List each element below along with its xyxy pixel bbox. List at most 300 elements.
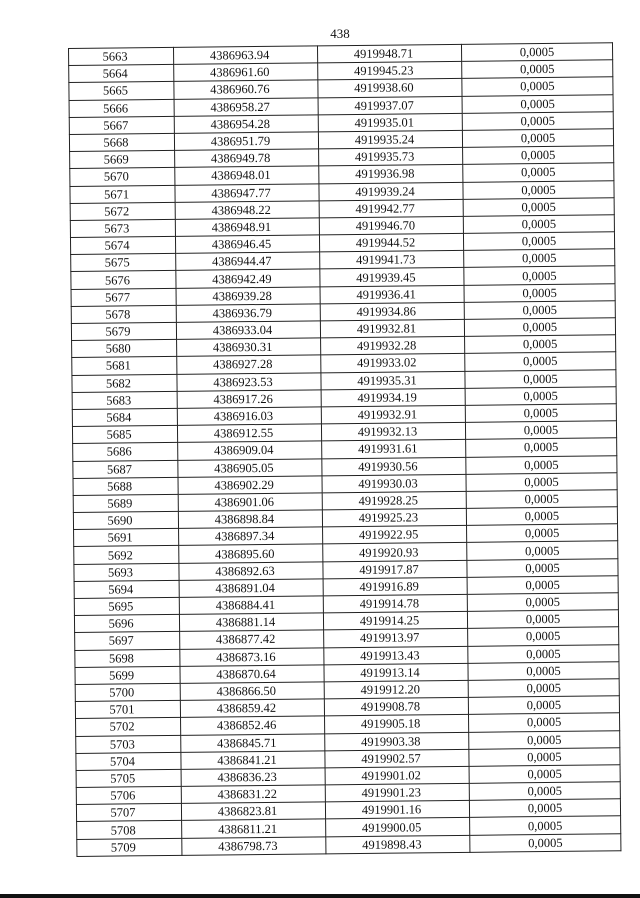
x-coordinate-cell <box>180 699 324 718</box>
y-coordinate-cell <box>319 165 463 184</box>
y-coordinate-cell <box>323 526 467 545</box>
y-coordinate-text: 4919946.70 <box>355 218 416 233</box>
point-number-cell <box>71 305 176 323</box>
x-coordinate-cell <box>179 544 323 563</box>
x-coordinate-cell <box>178 476 322 495</box>
x-coordinate-cell <box>181 802 325 821</box>
x-coordinate-cell <box>174 80 318 99</box>
x-coordinate-cell <box>181 751 325 770</box>
point-number-text: 5693 <box>107 565 134 580</box>
x-coordinate-text: 4386836.23 <box>217 769 277 785</box>
x-coordinate-text: 4386905.05 <box>214 460 274 476</box>
point-number-text: 5669 <box>103 152 129 167</box>
y-coordinate-cell <box>325 783 469 802</box>
point-number-cell <box>70 202 175 220</box>
point-number-text: 5703 <box>109 736 135 752</box>
point-number-text: 5681 <box>105 358 131 374</box>
point-number-text: 5684 <box>106 410 132 425</box>
error-cell <box>469 765 620 784</box>
x-coordinate-text: 4386811.21 <box>218 821 278 837</box>
point-number-cell <box>72 374 177 392</box>
x-coordinate-text: 4386912.55 <box>213 426 274 441</box>
point-number-text: 5683 <box>106 393 132 408</box>
error-text: 0,0005 <box>525 543 560 558</box>
y-coordinate-text: 4919931.61 <box>357 441 418 457</box>
point-number-cell <box>72 408 177 426</box>
x-coordinate-text: 4386873.16 <box>216 649 276 665</box>
x-coordinate-cell <box>181 733 325 752</box>
x-coordinate-cell <box>177 355 321 374</box>
y-coordinate-cell <box>318 62 462 81</box>
y-coordinate-text: 4919902.57 <box>361 751 421 766</box>
x-coordinate-cell <box>176 286 320 305</box>
x-coordinate-text: 4386898.84 <box>214 512 275 527</box>
error-cell <box>465 335 616 354</box>
x-coordinate-text: 4386870.64 <box>216 666 276 682</box>
error-text: 0,0005 <box>520 79 555 94</box>
point-number-cell <box>70 185 175 203</box>
error-cell <box>467 558 618 577</box>
point-number-text: 5677 <box>105 290 131 305</box>
point-number-text: 5664 <box>102 66 128 81</box>
x-coordinate-text: 4386948.01 <box>211 168 271 183</box>
y-coordinate-text: 4919937.07 <box>354 98 414 113</box>
y-coordinate-text: 4919903.38 <box>361 733 421 749</box>
y-coordinate-cell <box>325 749 469 768</box>
x-coordinate-cell <box>177 424 321 443</box>
x-coordinate-text: 4386902.29 <box>214 477 274 493</box>
x-coordinate-text: 4386942.49 <box>212 271 272 287</box>
error-cell <box>466 472 617 491</box>
point-number-cell <box>76 718 181 736</box>
y-coordinate-cell <box>324 697 468 716</box>
error-cell <box>465 369 616 388</box>
error-text: 0,0005 <box>519 45 555 60</box>
point-number-cell <box>77 821 182 839</box>
y-coordinate-text: 4919944.52 <box>355 235 416 251</box>
x-coordinate-cell <box>177 390 321 409</box>
error-cell <box>469 782 620 801</box>
error-text: 0,0005 <box>521 199 556 215</box>
y-coordinate-cell <box>320 268 464 287</box>
y-coordinate-cell <box>322 440 466 459</box>
error-cell <box>465 404 616 423</box>
point-number-text: 5679 <box>105 324 131 339</box>
y-coordinate-cell <box>320 285 464 304</box>
error-text: 0,0005 <box>523 440 559 455</box>
y-coordinate-cell <box>319 199 463 218</box>
y-coordinate-cell <box>321 371 465 390</box>
page-number: 438 <box>330 26 350 41</box>
point-number-cell <box>73 494 178 512</box>
error-text: 0,0005 <box>524 491 560 507</box>
error-cell <box>469 713 620 732</box>
error-cell <box>463 215 614 234</box>
error-cell <box>468 644 619 663</box>
y-coordinate-text: 4919936.41 <box>356 287 416 302</box>
error-cell <box>466 507 617 526</box>
error-cell <box>467 541 618 560</box>
point-number-text: 5706 <box>110 788 136 803</box>
point-number-text: 5690 <box>107 513 133 528</box>
point-number-cell <box>72 357 177 375</box>
x-coordinate-cell <box>173 46 317 65</box>
x-coordinate-cell <box>179 579 323 598</box>
y-coordinate-text: 4919905.18 <box>360 716 421 732</box>
x-coordinate-cell <box>176 304 320 323</box>
error-cell <box>462 129 613 148</box>
x-coordinate-text: 4386859.42 <box>216 701 277 716</box>
point-number-text: 5667 <box>103 118 129 133</box>
x-coordinate-cell <box>180 682 324 701</box>
y-coordinate-text: 4919932.91 <box>357 407 418 423</box>
error-cell <box>464 266 615 285</box>
y-coordinate-text: 4919932.28 <box>356 338 417 354</box>
y-coordinate-cell <box>325 715 469 734</box>
error-text: 0,0005 <box>527 732 562 747</box>
error-text: 0,0005 <box>525 629 561 644</box>
y-coordinate-text: 4919912.20 <box>360 682 420 698</box>
error-cell <box>467 576 618 595</box>
error-text: 0,0005 <box>527 784 563 799</box>
x-coordinate-text: 4386951.79 <box>210 133 271 149</box>
y-coordinate-text: 4919925.23 <box>358 510 419 526</box>
x-coordinate-text: 4386948.22 <box>211 202 271 218</box>
y-coordinate-text: 4919900.05 <box>361 819 422 835</box>
error-text: 0,0005 <box>522 285 557 300</box>
y-coordinate-cell <box>324 663 468 682</box>
x-coordinate-text: 4386946.45 <box>211 237 272 252</box>
y-coordinate-text: 4919913.97 <box>359 630 420 646</box>
x-coordinate-text: 4386961.60 <box>210 65 270 80</box>
error-cell <box>468 696 619 715</box>
error-text: 0,0005 <box>526 698 562 713</box>
error-cell <box>470 833 621 852</box>
error-cell <box>467 524 618 543</box>
error-text: 0,0005 <box>523 371 558 386</box>
error-cell <box>465 421 616 440</box>
y-coordinate-cell <box>317 44 461 63</box>
scan-bottom-edge <box>0 894 640 898</box>
point-number-text: 5682 <box>105 376 132 391</box>
error-text: 0,0005 <box>521 234 557 249</box>
y-coordinate-cell <box>321 422 465 441</box>
point-number-text: 5668 <box>103 135 129 150</box>
error-text: 0,0005 <box>521 165 556 180</box>
x-coordinate-text: 4386958.27 <box>210 99 270 115</box>
y-coordinate-text: 4919936.98 <box>355 166 415 182</box>
x-coordinate-text: 4386866.50 <box>216 683 277 699</box>
point-number-text: 5696 <box>108 616 134 631</box>
y-coordinate-text: 4919908.78 <box>360 699 421 715</box>
y-coordinate-cell <box>319 147 463 166</box>
error-cell <box>465 387 616 406</box>
x-coordinate-text: 4386823.81 <box>217 804 278 819</box>
x-coordinate-cell <box>174 132 318 151</box>
error-text: 0,0005 <box>521 216 557 232</box>
y-coordinate-cell <box>319 182 463 201</box>
y-coordinate-cell <box>320 302 464 321</box>
x-coordinate-cell <box>174 97 318 116</box>
x-coordinate-text: 4386841.21 <box>217 752 277 768</box>
x-coordinate-text: 4386895.60 <box>215 546 275 562</box>
point-number-text: 5700 <box>109 685 135 700</box>
error-cell <box>469 799 620 818</box>
y-coordinate-cell <box>318 96 462 115</box>
y-coordinate-cell <box>324 680 468 699</box>
y-coordinate-cell <box>324 646 468 665</box>
point-number-cell <box>74 597 179 615</box>
point-number-text: 5704 <box>109 754 136 769</box>
y-coordinate-text: 4919932.13 <box>357 424 418 440</box>
error-cell <box>464 301 615 320</box>
y-coordinate-text: 4919901.16 <box>361 802 422 818</box>
x-coordinate-text: 4386881.14 <box>215 615 276 630</box>
y-coordinate-cell <box>325 801 469 820</box>
y-coordinate-cell <box>321 405 465 424</box>
error-text: 0,0005 <box>522 302 558 318</box>
point-number-cell <box>75 632 180 650</box>
coordinates-table <box>68 42 621 856</box>
x-coordinate-text: 4386891.04 <box>215 580 275 596</box>
error-cell <box>468 679 619 698</box>
error-text: 0,0005 <box>521 251 557 266</box>
error-text: 0,0005 <box>527 801 563 816</box>
error-text: 0,0005 <box>526 663 561 679</box>
point-number-text: 5676 <box>104 272 131 288</box>
point-number-cell <box>70 168 175 186</box>
point-number-text: 5680 <box>105 341 131 356</box>
point-number-cell <box>74 529 179 547</box>
y-coordinate-text: 4919916.89 <box>359 579 419 594</box>
y-coordinate-text: 4919934.19 <box>357 390 417 405</box>
x-coordinate-cell <box>181 768 325 787</box>
x-coordinate-cell <box>176 321 320 340</box>
point-number-cell <box>76 804 181 822</box>
error-text: 0,0005 <box>523 388 558 404</box>
point-number-cell <box>77 838 182 856</box>
error-cell <box>463 146 614 165</box>
y-coordinate-cell <box>323 594 467 613</box>
x-coordinate-cell <box>174 63 318 82</box>
y-coordinate-text: 4919914.25 <box>359 613 420 629</box>
x-coordinate-cell <box>181 716 325 735</box>
error-text: 0,0005 <box>523 405 559 421</box>
point-number-cell <box>69 116 174 134</box>
y-coordinate-text: 4919935.01 <box>354 115 415 130</box>
error-text: 0,0005 <box>519 62 555 77</box>
x-coordinate-text: 4386852.46 <box>216 718 277 733</box>
x-coordinate-text: 4386877.42 <box>215 632 276 647</box>
point-number-cell <box>74 563 179 581</box>
point-number-text: 5708 <box>110 822 136 838</box>
error-text: 0,0005 <box>522 319 558 335</box>
y-coordinate-cell <box>322 474 466 493</box>
error-cell <box>468 627 619 646</box>
error-text: 0,0005 <box>525 594 561 610</box>
error-cell <box>467 593 618 612</box>
point-number-cell <box>75 666 180 684</box>
x-coordinate-text: 4386897.34 <box>214 529 275 544</box>
error-text: 0,0005 <box>525 577 560 593</box>
error-cell <box>463 232 614 251</box>
x-coordinate-cell <box>180 647 324 666</box>
point-number-cell <box>76 769 181 787</box>
point-number-cell <box>75 683 180 701</box>
point-number-cell <box>71 322 176 340</box>
point-number-cell <box>73 477 178 495</box>
y-coordinate-text: 4919935.31 <box>357 373 417 388</box>
point-number-text: 5670 <box>103 169 129 185</box>
point-number-text: 5702 <box>109 719 135 735</box>
y-coordinate-text: 4919948.71 <box>353 46 414 62</box>
point-number-cell <box>69 99 174 117</box>
x-coordinate-cell <box>178 441 322 460</box>
point-number-cell <box>72 425 177 443</box>
point-number-cell <box>75 700 180 718</box>
point-number-text: 5671 <box>103 186 130 202</box>
error-text: 0,0005 <box>524 526 560 541</box>
x-coordinate-cell <box>175 149 319 168</box>
point-number-text: 5709 <box>110 840 136 855</box>
x-coordinate-text: 4386927.28 <box>213 357 273 372</box>
y-coordinate-cell <box>322 491 466 510</box>
point-number-cell <box>74 615 179 633</box>
x-coordinate-cell <box>177 407 321 426</box>
x-coordinate-cell <box>177 372 321 391</box>
error-text: 0,0005 <box>526 715 562 730</box>
error-text: 0,0005 <box>521 182 556 197</box>
point-number-cell <box>73 511 178 529</box>
error-cell <box>462 60 613 79</box>
x-coordinate-cell <box>181 785 325 804</box>
y-coordinate-text: 4919930.56 <box>358 458 418 474</box>
error-cell <box>463 163 614 182</box>
point-number-cell <box>74 580 179 598</box>
y-coordinate-cell <box>321 388 465 407</box>
point-number-cell <box>69 133 174 151</box>
x-coordinate-cell <box>177 338 321 357</box>
y-coordinate-text: 4919898.43 <box>362 837 422 852</box>
point-number-cell <box>70 151 175 169</box>
x-coordinate-text: 4386954.28 <box>210 116 271 132</box>
point-number-text: 5686 <box>106 444 132 460</box>
x-coordinate-cell <box>178 458 322 477</box>
x-coordinate-cell <box>175 218 319 237</box>
x-coordinate-text: 4386936.79 <box>212 305 273 321</box>
x-coordinate-cell <box>180 665 324 684</box>
point-number-cell <box>70 236 175 254</box>
x-coordinate-cell <box>175 235 319 254</box>
error-cell <box>465 352 616 371</box>
x-coordinate-text: 4386947.77 <box>211 185 271 201</box>
error-text: 0,0005 <box>520 130 556 146</box>
x-coordinate-text: 4386845.71 <box>217 735 277 751</box>
x-coordinate-text: 4386949.78 <box>210 151 271 166</box>
error-text: 0,0005 <box>527 766 562 782</box>
error-text: 0,0005 <box>524 474 559 490</box>
error-text: 0,0005 <box>524 457 559 472</box>
error-text: 0,0005 <box>528 835 563 850</box>
point-number-cell <box>71 271 176 289</box>
x-coordinate-cell <box>182 819 326 838</box>
point-number-text: 5666 <box>103 101 129 116</box>
error-text: 0,0005 <box>520 148 556 163</box>
x-coordinate-text: 4386963.94 <box>209 47 270 63</box>
error-text: 0,0005 <box>525 612 561 627</box>
x-coordinate-text: 4386884.41 <box>215 597 276 613</box>
x-coordinate-text: 4386923.53 <box>213 374 273 390</box>
x-coordinate-text: 4386944.47 <box>211 254 272 269</box>
x-coordinate-cell <box>178 493 322 512</box>
point-number-cell <box>76 786 181 804</box>
x-coordinate-cell <box>174 115 318 134</box>
y-coordinate-cell <box>323 612 467 631</box>
point-number-cell <box>69 82 174 100</box>
y-coordinate-cell <box>321 337 465 356</box>
y-coordinate-text: 4919930.03 <box>358 476 418 491</box>
point-number-cell <box>71 254 176 272</box>
error-text: 0,0005 <box>527 749 562 765</box>
y-coordinate-text: 4919901.23 <box>361 785 422 801</box>
error-text: 0,0005 <box>523 354 558 369</box>
point-number-cell <box>69 65 174 83</box>
error-cell <box>468 662 619 681</box>
y-coordinate-text: 4919913.14 <box>360 665 420 680</box>
y-coordinate-text: 4919913.43 <box>360 648 420 663</box>
x-coordinate-text: 4386916.03 <box>213 408 274 424</box>
point-number-text: 5691 <box>107 530 133 545</box>
error-text: 0,0005 <box>522 268 557 283</box>
y-coordinate-text: 4919938.60 <box>354 80 414 96</box>
y-coordinate-text: 4919914.78 <box>359 596 420 612</box>
y-coordinate-text: 4919942.77 <box>355 201 415 216</box>
y-coordinate-text: 4919928.25 <box>358 493 419 508</box>
x-coordinate-text: 4386909.04 <box>213 443 274 458</box>
error-cell <box>466 490 617 509</box>
point-number-text: 5675 <box>104 255 130 270</box>
point-number-text: 5689 <box>107 496 133 511</box>
y-coordinate-text: 4919922.95 <box>358 527 419 543</box>
y-coordinate-text: 4919920.93 <box>359 544 419 560</box>
y-coordinate-text: 4919934.86 <box>356 304 417 319</box>
point-number-text: 5678 <box>105 307 131 322</box>
error-text: 0,0005 <box>524 509 560 524</box>
point-number-cell <box>71 288 176 306</box>
y-coordinate-cell <box>322 457 466 476</box>
x-coordinate-text: 4386933.04 <box>212 322 273 338</box>
y-coordinate-cell <box>319 216 463 235</box>
x-coordinate-cell <box>176 252 320 271</box>
y-coordinate-text: 4919917.87 <box>359 562 419 577</box>
point-number-text: 5701 <box>109 702 135 717</box>
point-number-text: 5692 <box>107 547 133 563</box>
y-coordinate-cell <box>323 560 467 579</box>
y-coordinate-cell <box>318 113 462 132</box>
y-coordinate-text: 4919932.81 <box>356 321 417 337</box>
point-number-text: 5707 <box>110 805 136 820</box>
point-number-text: 5674 <box>104 238 130 253</box>
y-coordinate-cell <box>321 354 465 373</box>
point-number-cell <box>73 443 178 461</box>
y-coordinate-cell <box>323 543 467 562</box>
y-coordinate-text: 4919933.02 <box>357 355 417 371</box>
y-coordinate-text: 4919945.23 <box>353 63 414 79</box>
error-text: 0,0005 <box>522 337 558 352</box>
x-coordinate-text: 4386901.06 <box>214 494 275 510</box>
error-cell <box>470 816 621 835</box>
y-coordinate-text: 4919939.24 <box>355 183 415 199</box>
